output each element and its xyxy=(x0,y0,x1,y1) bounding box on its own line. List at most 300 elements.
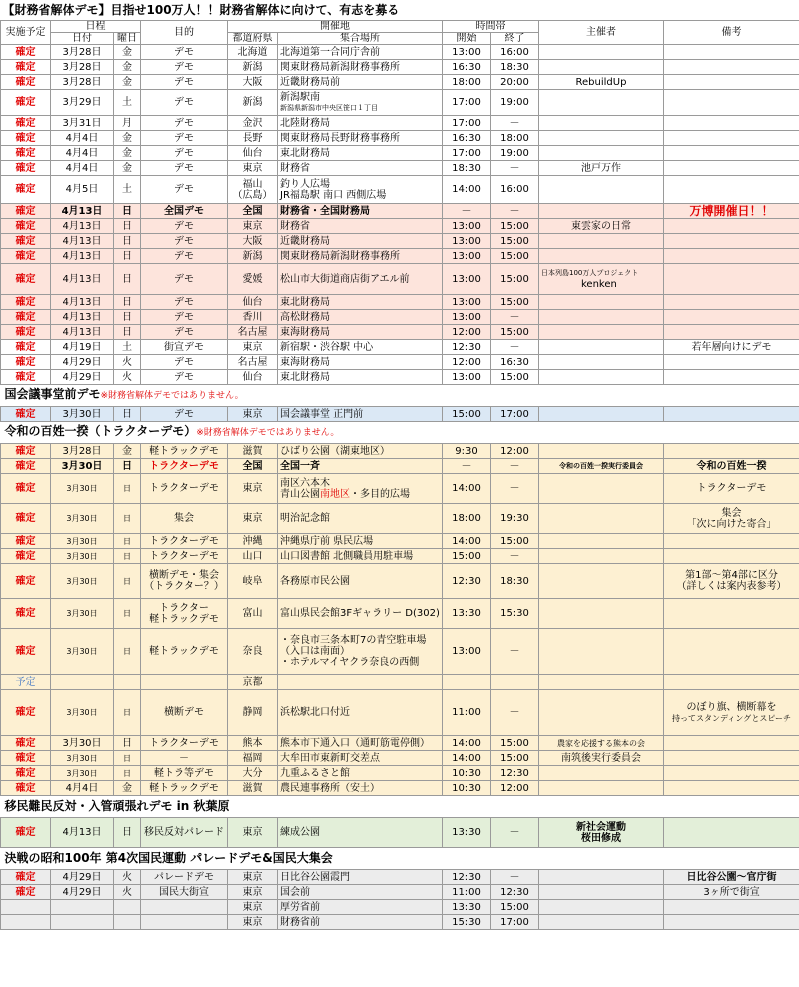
table-cell: 名古屋 xyxy=(228,325,278,340)
table-cell xyxy=(664,310,799,325)
table-cell: 4月13日 xyxy=(51,818,114,848)
table-cell: 4月4日 xyxy=(51,781,114,796)
table-cell: 15:00 xyxy=(491,751,539,766)
table-cell: デモ xyxy=(141,176,228,204)
table-cell: 12:30 xyxy=(443,870,491,885)
table-cell: 山口図書館 北側職員用駐車場 xyxy=(278,549,443,564)
table-row xyxy=(1,818,799,848)
table-cell xyxy=(539,690,664,736)
table-cell: 香川 xyxy=(228,310,278,325)
table-cell xyxy=(114,915,141,930)
table-cell: 17:00 xyxy=(443,146,491,161)
table-cell: 静岡 xyxy=(228,690,278,736)
table-cell: 東海財務局 xyxy=(278,325,443,340)
table-cell xyxy=(114,675,141,690)
table-cell: 確定 xyxy=(1,60,51,75)
table-cell: 富山県民会館3Fギャラリー D(302) xyxy=(278,599,443,629)
table-row xyxy=(1,736,799,751)
table-cell: 九重ふるさと館 xyxy=(278,766,443,781)
table-cell: 4月13日 xyxy=(51,204,114,219)
table-row xyxy=(1,915,799,930)
table-cell: 15:00 xyxy=(491,736,539,751)
table-cell: 14:00 xyxy=(443,736,491,751)
table-cell: 10:30 xyxy=(443,781,491,796)
table-cell: デモ xyxy=(141,295,228,310)
table-cell: 令和の百姓一揆 xyxy=(664,459,799,474)
table-cell: 18:00 xyxy=(443,75,491,90)
table-cell: 3月28日 xyxy=(51,60,114,75)
table-row xyxy=(1,781,799,796)
table-cell: 15:00 xyxy=(491,900,539,915)
table-cell: 新潟 xyxy=(228,249,278,264)
table-cell: － xyxy=(443,459,491,474)
table-cell: 15:00 xyxy=(491,534,539,549)
header-meeting-place: 集合場所 xyxy=(278,33,443,45)
table-cell: 東雲家の日常 xyxy=(539,219,664,234)
table-cell: 確定 xyxy=(1,219,51,234)
table-cell: 日 xyxy=(114,818,141,848)
table-cell xyxy=(539,915,664,930)
table-cell: 大阪 xyxy=(228,75,278,90)
table-cell: － xyxy=(141,751,228,766)
table-cell: 15:00 xyxy=(491,219,539,234)
table-cell xyxy=(539,766,664,781)
table-cell: 全国一斉 xyxy=(278,459,443,474)
table-cell: 4月13日 xyxy=(51,264,114,295)
table-cell: 火 xyxy=(114,885,141,900)
table-cell: 大分 xyxy=(228,766,278,781)
table-cell: 富山 xyxy=(228,599,278,629)
table-cell: 愛媛 xyxy=(228,264,278,295)
table-cell: 東京 xyxy=(228,161,278,176)
table-cell xyxy=(664,751,799,766)
table-cell: 確定 xyxy=(1,264,51,295)
table-cell: 19:30 xyxy=(491,504,539,534)
table-cell: トラクターデモ xyxy=(141,459,228,474)
table-row xyxy=(1,534,799,549)
table-cell: 4月13日 xyxy=(51,295,114,310)
table-cell: 東北財務局 xyxy=(278,146,443,161)
table-cell: 財務省 xyxy=(278,161,443,176)
table-row xyxy=(1,264,799,295)
table-cell: トラクターデモ xyxy=(141,549,228,564)
table-cell: 東京 xyxy=(228,407,278,422)
expo-day-note: 万博開催日！！ xyxy=(664,204,799,219)
table-cell: 確定 xyxy=(1,599,51,629)
table-cell: 第1部～第4部に区分 （詳しくは案内表参考） xyxy=(664,564,799,599)
table-cell: 10:30 xyxy=(443,766,491,781)
table-cell: 17:00 xyxy=(491,915,539,930)
table-cell: 日 xyxy=(114,564,141,599)
table-cell xyxy=(539,870,664,885)
table-row xyxy=(1,90,799,116)
table-cell: 4月13日 xyxy=(51,219,114,234)
table-cell xyxy=(539,131,664,146)
table-cell: 国会議事堂 正門前 xyxy=(278,407,443,422)
table-cell xyxy=(539,234,664,249)
table-cell: RebuildUp xyxy=(539,75,664,90)
table-row xyxy=(1,75,799,90)
table-cell: 日 xyxy=(114,219,141,234)
table-cell: － xyxy=(491,161,539,176)
table-cell: 厚労省前 xyxy=(278,900,443,915)
table-cell: 日 xyxy=(114,234,141,249)
table-cell: 山口 xyxy=(228,549,278,564)
table-cell: － xyxy=(491,629,539,675)
header-remarks: 備考 xyxy=(664,21,799,45)
table-row xyxy=(1,131,799,146)
table-cell: 15:00 xyxy=(491,264,539,295)
table-cell: 12:30 xyxy=(443,340,491,355)
table-cell xyxy=(278,675,443,690)
table-cell: 3月30日 xyxy=(51,629,114,675)
table-cell xyxy=(539,60,664,75)
table-cell xyxy=(664,295,799,310)
table-cell: 確定 xyxy=(1,885,51,900)
table-cell: 大阪 xyxy=(228,234,278,249)
table-row xyxy=(1,355,799,370)
table-cell: 金 xyxy=(114,60,141,75)
table-cell: 20:00 xyxy=(491,75,539,90)
table-cell: 確定 xyxy=(1,295,51,310)
table-cell: 3月30日 xyxy=(51,459,114,474)
table-row xyxy=(1,690,799,736)
table-cell: デモ xyxy=(141,234,228,249)
table-cell: 財務省前 xyxy=(278,915,443,930)
table-cell: 16:30 xyxy=(443,60,491,75)
table-cell: デモ xyxy=(141,131,228,146)
table-cell: 15:00 xyxy=(491,295,539,310)
table-cell: デモ xyxy=(141,161,228,176)
table-cell: 4月19日 xyxy=(51,340,114,355)
table-cell: トラクターデモ xyxy=(664,474,799,504)
table-cell: 新潟 xyxy=(228,90,278,116)
table-row xyxy=(1,599,799,629)
table-cell: 仙台 xyxy=(228,146,278,161)
table-cell: 熊本市下通入口（通町筋電停側） xyxy=(278,736,443,751)
sheet-title: 【財務省解体デモ】目指せ100万人！！財務省解体に向けて、有志を募る xyxy=(1,0,799,21)
table-cell: 12:00 xyxy=(491,444,539,459)
table-cell: 16:30 xyxy=(491,355,539,370)
table-cell: 確定 xyxy=(1,204,51,219)
table-cell: 確定 xyxy=(1,690,51,736)
table-cell: 確定 xyxy=(1,45,51,60)
table-cell: 確定 xyxy=(1,325,51,340)
table-cell: 確定 xyxy=(1,751,51,766)
table-cell: 東京 xyxy=(228,818,278,848)
table-cell: 15:00 xyxy=(491,370,539,385)
table-cell: 4月29日 xyxy=(51,355,114,370)
table-cell: － xyxy=(443,204,491,219)
table-cell: 軽トラックデモ xyxy=(141,444,228,459)
table-cell: 確定 xyxy=(1,407,51,422)
table-cell xyxy=(664,549,799,564)
table-cell: 月 xyxy=(114,116,141,131)
table-cell: 確定 xyxy=(1,310,51,325)
table-cell: 各務原市民公園 xyxy=(278,564,443,599)
table-cell: 3月30日 xyxy=(51,407,114,422)
table-cell xyxy=(664,45,799,60)
table-cell: 東海財務局 xyxy=(278,355,443,370)
table-row xyxy=(1,234,799,249)
table-cell: 火 xyxy=(114,370,141,385)
table-cell: 13:00 xyxy=(443,234,491,249)
table-cell: 12:30 xyxy=(443,564,491,599)
table-cell: 南筑後実行委員会 xyxy=(539,751,664,766)
table-cell: 3月30日 xyxy=(51,766,114,781)
table-cell: － xyxy=(491,549,539,564)
table-cell: 14:00 xyxy=(443,176,491,204)
table-cell xyxy=(539,340,664,355)
table-cell: 9:30 xyxy=(443,444,491,459)
table-cell xyxy=(141,915,228,930)
table-cell: 15:00 xyxy=(491,249,539,264)
table-cell: 東京 xyxy=(228,900,278,915)
table-cell: 土 xyxy=(114,90,141,116)
table-cell: － xyxy=(491,459,539,474)
table-cell: 新潟駅南 新潟県新潟市中央区笹口１丁目 xyxy=(278,90,443,116)
table-cell: 東京 xyxy=(228,340,278,355)
table-cell: 金 xyxy=(114,161,141,176)
header-organizer: 主催者 xyxy=(539,21,664,45)
table-cell xyxy=(539,900,664,915)
table-cell: 3月30日 xyxy=(51,504,114,534)
table-cell xyxy=(539,204,664,219)
table-cell: 土 xyxy=(114,340,141,355)
table-cell: 関東財務局新潟財務事務所 xyxy=(278,60,443,75)
table-cell: 14:00 xyxy=(443,534,491,549)
table-cell: 令和の百姓一揆実行委員会 xyxy=(539,459,664,474)
table-cell xyxy=(443,675,491,690)
table-cell: デモ xyxy=(141,219,228,234)
table-cell: 日 xyxy=(114,629,141,675)
table-cell: 3ヶ所で街宣 xyxy=(664,885,799,900)
table-cell xyxy=(664,407,799,422)
table-cell xyxy=(664,90,799,116)
table-cell: 東京 xyxy=(228,219,278,234)
table-cell: 日 xyxy=(114,264,141,295)
table-cell: 4月13日 xyxy=(51,325,114,340)
table-cell: 確定 xyxy=(1,234,51,249)
table-cell: 日 xyxy=(114,690,141,736)
table-cell: 確定 xyxy=(1,549,51,564)
header-end: 終了 xyxy=(491,33,539,45)
table-cell: 4月13日 xyxy=(51,234,114,249)
table-cell: 13:00 xyxy=(443,629,491,675)
table-cell: 17:00 xyxy=(443,90,491,116)
table-cell: － xyxy=(491,474,539,504)
table-cell: 確定 xyxy=(1,534,51,549)
table-cell xyxy=(539,549,664,564)
table-cell xyxy=(539,781,664,796)
table-cell: 11:00 xyxy=(443,885,491,900)
table-cell: 日 xyxy=(114,459,141,474)
table-cell: 沖縄 xyxy=(228,534,278,549)
table-cell: 日本列島100万人プロジェクト kenken xyxy=(539,264,664,295)
table-cell: 横断デモ・集会 （トラクター？） xyxy=(141,564,228,599)
table-cell xyxy=(51,675,114,690)
table-cell: 13:30 xyxy=(443,599,491,629)
table-cell: 大牟田市東新町交差点 xyxy=(278,751,443,766)
section-heading-tractor: 令和の百姓一揆（トラクターデモ）※財務省解体デモではありません。 xyxy=(4,424,340,438)
table-cell: 19:00 xyxy=(491,90,539,116)
table-cell: 日 xyxy=(114,249,141,264)
table-cell xyxy=(539,534,664,549)
table-cell: 日 xyxy=(114,766,141,781)
table-cell: 確定 xyxy=(1,355,51,370)
table-cell xyxy=(664,161,799,176)
table-cell: 確定 xyxy=(1,90,51,116)
table-cell: － xyxy=(491,818,539,848)
table-row xyxy=(1,675,799,690)
table-cell xyxy=(539,675,664,690)
table-cell: 仙台 xyxy=(228,295,278,310)
table-cell: 13:00 xyxy=(443,249,491,264)
table-cell: 日 xyxy=(114,204,141,219)
table-cell xyxy=(539,90,664,116)
table-cell xyxy=(664,176,799,204)
table-cell xyxy=(664,444,799,459)
table-cell: 17:00 xyxy=(443,116,491,131)
table-cell: デモ xyxy=(141,75,228,90)
table-row xyxy=(1,766,799,781)
table-cell: 確定 xyxy=(1,249,51,264)
table-row xyxy=(1,407,799,422)
table-cell: － xyxy=(491,690,539,736)
table-cell: 14:00 xyxy=(443,751,491,766)
table-cell xyxy=(539,176,664,204)
table-cell: トラクターデモ xyxy=(141,534,228,549)
table-cell xyxy=(491,675,539,690)
table-cell: 確定 xyxy=(1,629,51,675)
table-cell xyxy=(539,474,664,504)
table-cell xyxy=(141,900,228,915)
table-cell: デモ xyxy=(141,370,228,385)
section-heading-diet: 国会議事堂前デモ※財務省解体デモではありません。 xyxy=(4,387,244,401)
table-cell: トラクターデモ xyxy=(141,474,228,504)
table-cell: 新社会運動 桜田修成 xyxy=(539,818,664,848)
section-heading-immigration: 移民難民反対・入管頑張れデモ in 秋葉原 xyxy=(4,799,230,813)
table-row xyxy=(1,549,799,564)
table-cell: 確定 xyxy=(1,736,51,751)
table-cell: 16:30 xyxy=(443,131,491,146)
table-cell: のぼり旗、横断幕を 持ってスタンディングとスピーチ xyxy=(664,690,799,736)
header-schedule: 日程 xyxy=(51,21,141,33)
table-cell: 南区六本木 青山公園南地区・多目的広場 xyxy=(278,474,443,504)
table-cell: デモ xyxy=(141,249,228,264)
table-cell: 日 xyxy=(114,474,141,504)
table-cell: 火 xyxy=(114,355,141,370)
table-cell: 3月31日 xyxy=(51,116,114,131)
table-cell: 15:30 xyxy=(491,599,539,629)
table-cell: 国会前 xyxy=(278,885,443,900)
table-cell: 18:30 xyxy=(443,161,491,176)
table-cell xyxy=(664,75,799,90)
table-cell: 新潟 xyxy=(228,60,278,75)
header-time: 時間帯 xyxy=(443,21,539,33)
table-cell: デモ xyxy=(141,325,228,340)
table-row xyxy=(1,60,799,75)
table-cell xyxy=(539,295,664,310)
table-cell: 国民大街宣 xyxy=(141,885,228,900)
table-row xyxy=(1,900,799,915)
table-cell: 集会 「次に向けた寄合」 xyxy=(664,504,799,534)
table-cell xyxy=(664,355,799,370)
table-cell: 3月30日 xyxy=(51,599,114,629)
table-cell: 練成公園 xyxy=(278,818,443,848)
table-row xyxy=(1,249,799,264)
table-cell: 13:00 xyxy=(443,370,491,385)
table-cell: 13:00 xyxy=(443,310,491,325)
table-cell: 3月30日 xyxy=(51,736,114,751)
table-cell: 3月29日 xyxy=(51,90,114,116)
table-cell: 4月4日 xyxy=(51,146,114,161)
table-cell: － xyxy=(491,340,539,355)
header-date: 日付 xyxy=(51,33,114,45)
table-row xyxy=(1,459,799,474)
header-start: 開始 xyxy=(443,33,491,45)
table-cell: 14:00 xyxy=(443,474,491,504)
table-cell: 15:00 xyxy=(443,407,491,422)
table-cell: デモ xyxy=(141,264,228,295)
table-cell: 確定 xyxy=(1,766,51,781)
table-cell: 4月5日 xyxy=(51,176,114,204)
table-cell: 金 xyxy=(114,131,141,146)
table-row xyxy=(1,219,799,234)
table-row xyxy=(1,176,799,204)
table-cell: 日比谷公園霞門 xyxy=(278,870,443,885)
table-row xyxy=(1,204,799,219)
table-cell: トラクター 軽トラックデモ xyxy=(141,599,228,629)
table-cell: 日 xyxy=(114,407,141,422)
table-cell: 東北財務局 xyxy=(278,370,443,385)
table-cell xyxy=(1,900,51,915)
table-cell xyxy=(539,249,664,264)
table-cell xyxy=(664,131,799,146)
table-cell: 京都 xyxy=(228,675,278,690)
table-cell xyxy=(664,900,799,915)
table-cell xyxy=(51,915,114,930)
table-cell: 仙台 xyxy=(228,370,278,385)
table-cell: 奈良 xyxy=(228,629,278,675)
table-cell: 18:00 xyxy=(491,131,539,146)
table-cell xyxy=(539,599,664,629)
table-cell xyxy=(539,370,664,385)
table-cell: 高松財務局 xyxy=(278,310,443,325)
table-cell xyxy=(539,310,664,325)
table-cell: 18:30 xyxy=(491,60,539,75)
table-cell: 全国デモ xyxy=(141,204,228,219)
table-cell: 13:00 xyxy=(443,295,491,310)
table-cell: 予定 xyxy=(1,675,51,690)
table-cell: 確定 xyxy=(1,370,51,385)
table-cell xyxy=(664,818,799,848)
table-cell: 18:00 xyxy=(443,504,491,534)
table-cell: 4月4日 xyxy=(51,131,114,146)
table-cell: 確定 xyxy=(1,781,51,796)
table-cell xyxy=(539,407,664,422)
table-row xyxy=(1,45,799,60)
table-cell xyxy=(539,444,664,459)
table-cell xyxy=(664,60,799,75)
header-prefecture: 都道府県 xyxy=(228,33,278,45)
table-cell: 3月28日 xyxy=(51,75,114,90)
table-cell: 軽トラ等デモ xyxy=(141,766,228,781)
table-cell: 12:00 xyxy=(491,781,539,796)
table-cell: 日 xyxy=(114,534,141,549)
table-row xyxy=(1,504,799,534)
table-row xyxy=(1,370,799,385)
